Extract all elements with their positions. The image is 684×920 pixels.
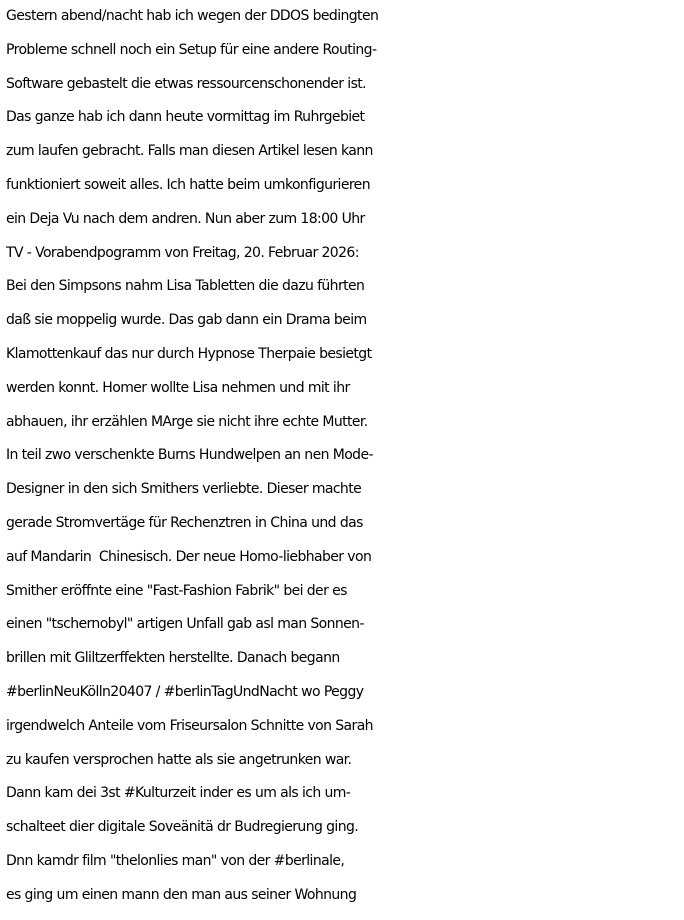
- text-line-4: Das ganze hab ich dann heute vormittag im Ruhrgebiet: [6, 109, 365, 126]
- text-line-13: abhauen, ihr erzählen MArge sie nicht ihre echte Mutter.: [6, 413, 368, 430]
- text-line-19: einen "tschernobyl" artigen Unfall gab asl man Sonnen-: [6, 616, 364, 633]
- text-line-18: Smither eröffnte eine "Fast-Fashion Fabrik" bei der es: [6, 582, 347, 599]
- text-line-12: werden konnt. Homer wollte Lisa nehmen und mit ihr: [6, 379, 350, 396]
- text-line-14: In teil zwo verschenkte Burns Hundwelpen an nen Mode-: [6, 447, 373, 464]
- text-line-3: Software gebastelt die etwas ressourcenschonender ist.: [6, 75, 367, 92]
- text-line-1: Gestern abend/nacht hab ich wegen der DDOS bedingten: [6, 8, 379, 24]
- text-line-21: #berlinNeuKölln20407 / #berlinTagUndNacht wo Peggy: [6, 683, 364, 700]
- text-line-2: Probleme schnell noch ein Setup für eine andere Routing-: [6, 41, 377, 58]
- text-line-15: Designer in den sich Smithers verliebte. Dieser machte: [6, 481, 362, 498]
- text-line-9: Bei den Simpsons nahm Lisa Tabletten die dazu führten: [6, 278, 365, 295]
- text-line-11: Klamottenkauf das nur durch Hypnose Therpaie besietgt: [6, 345, 372, 362]
- text-line-5: zum laufen gebracht. Falls man diesen Artikel lesen kann: [6, 143, 373, 160]
- text-line-25: schalteet dier digitale Soveänitä dr Budregierung ging.: [6, 819, 359, 836]
- text-line-26: Dnn kamdr film "thelonlies man" von der #berlinale,: [6, 852, 345, 869]
- text-line-17: auf Mandarin Chinesisch. Der neue Homo-liebhaber von: [6, 548, 372, 565]
- text-line-20: brillen mit Gliltzerffekten herstellte. Danach begann: [6, 650, 340, 667]
- text-line-7: ein Deja Vu nach dem andren. Nun aber zum 18:00 Uhr: [6, 210, 365, 227]
- text-line-6: funktioniert soweit alles. Ich hatte beim umkonfigurieren: [6, 176, 370, 193]
- text-line-23: zu kaufen versprochen hatte als sie angetrunken war.: [6, 751, 352, 768]
- text-line-8: TV - Vorabendpogramm von Freitag, 20. Februar 2026:: [6, 244, 359, 261]
- text-line-22: irgendwelch Anteile vom Friseursalon Schnitte von Sarah: [6, 717, 373, 734]
- text-line-24: Dann kam dei 3st #Kulturzeit inder es um als ich um-: [6, 785, 351, 802]
- text-line-27: es ging um einen mann den man aus seiner Wohnung: [6, 886, 357, 903]
- text-line-16: gerade Stromvertäge für Rechenztren in China und das: [6, 514, 363, 531]
- document-text: [6, 0, 682, 913]
- text-line-10: daß sie moppelig wurde. Das gab dann ein Drama beim: [6, 312, 367, 329]
